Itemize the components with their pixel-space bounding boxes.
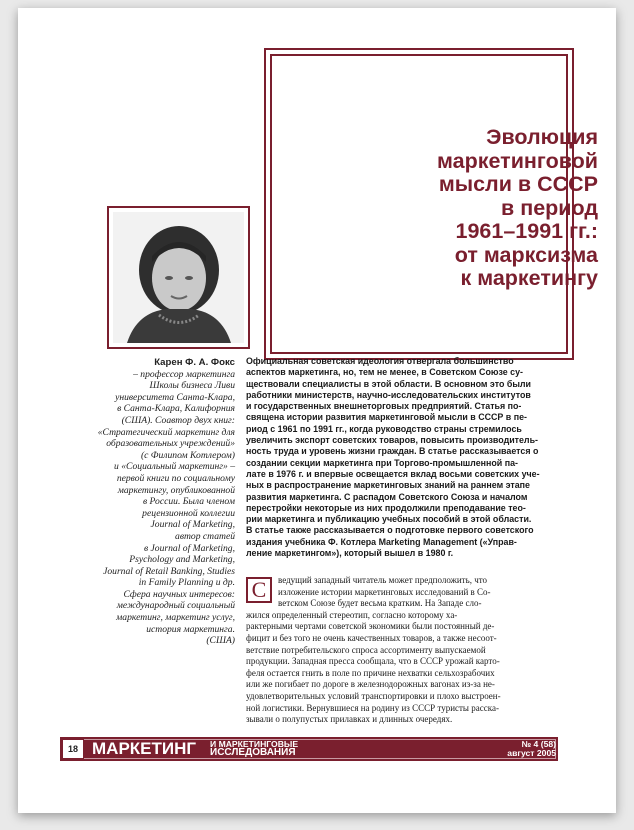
author-bio-line: (США) (206, 635, 235, 647)
lead-line: работники министерств, научно-исследовательских институтов (246, 389, 531, 400)
lead-line: ление маркетингом»), который вышел в 1980 г. (246, 548, 454, 559)
author-bio-line: история маркетинга. (146, 623, 235, 635)
title-line: маркетинговой (437, 148, 598, 173)
author-bio-line: (с Филипом Котлером) (140, 449, 235, 461)
body-line: ведущий западный читатель может предположить, что (278, 575, 488, 585)
magazine-logo: МАРКЕТИНГ (92, 739, 197, 758)
author-photo-frame (107, 206, 250, 349)
author-bio-line: in Family Planning и др. (138, 577, 235, 589)
issue-info (507, 740, 556, 758)
lead-line: увеличить экспорт советских товаров, повысить производитель- (246, 435, 538, 446)
title-line: от марксизма (454, 242, 598, 267)
lead-line: ность труда и уровень жизни граждан. В статье рассказывается о (246, 446, 539, 457)
body-line: рактерными чертами советской экономики были постоянный де- (246, 621, 495, 632)
title-line: Эволюция (486, 125, 598, 149)
author-bio-line: рецензионной коллегии (142, 507, 235, 519)
author-bio-line: в России. Была членом (142, 496, 235, 508)
lead-line: риод с 1961 по 1991 гг., когда руководство страны стремилось (246, 423, 522, 434)
lead-line: лате в 1976 г. и впервые освещается вклад восьми советских уче- (246, 468, 540, 479)
lead-line: священа истории развития маркетинговой мысли в СССР в пе- (246, 412, 527, 423)
body-line: продукции. Западная пресса сообщала, что в СССР урожай карто- (246, 656, 500, 667)
title-line: в период (501, 195, 598, 220)
body-line: фицит и без того не очень качественных товаров, а также несоот- (246, 632, 497, 643)
article-body (246, 575, 558, 726)
lead-line: аспектов маркетинга, но, тем не менее, в Советском Союзе су- (246, 367, 523, 378)
author-bio-line: в Санта-Клара, Калифорния (117, 403, 235, 415)
issue-date: август 2005 (507, 748, 556, 758)
issue-number: № 4 (58) (521, 739, 556, 749)
author-bio-line: Psychology and Marketing, (129, 554, 235, 566)
body-line: ветствие потребительского спроса ассортименту выпускаемой (246, 644, 486, 655)
body-line: или же погибает по дороге в железнодорожных вагонах из-за не- (246, 679, 495, 690)
article-title (437, 126, 598, 291)
lead-line: рии маркетинга и публикацию учебных пособий в этой области. (246, 514, 532, 525)
author-bio-line: маркетингу, опубликованной (117, 484, 235, 496)
author-photo (113, 212, 244, 343)
author-bio-line: в Journal of Marketing, (143, 542, 235, 554)
title-line: мысли в СССР (438, 172, 598, 196)
body-line: зывали о полупустых прилавках и длинных очередях. (246, 714, 453, 725)
author-name: Карен Ф. А. Фокс (154, 357, 235, 368)
author-bio-line: первой книги по социальному (116, 472, 235, 484)
body-line: ной логистики. Вернувшиеся на родину из СССР туристы расска- (246, 702, 499, 713)
title-line: к маркетингу (460, 266, 598, 290)
page-number: 18 (62, 739, 84, 759)
author-bio-line: и «Социальный маркетинг» – (114, 461, 235, 473)
drop-cap-letter: С (251, 577, 267, 602)
author-bio-line: (США). Соавтор двух книг: (121, 414, 235, 426)
lead-line: создании секции маркетинга при Торгово-промышленной па- (246, 457, 518, 468)
article-lead (246, 356, 558, 559)
body-line: ветском Союзе будет весьма кратким. На Западе сло- (278, 598, 482, 609)
author-bio-line: Сфера научных интересов: (123, 588, 235, 600)
lead-line: ных в распространение маркетинговых знаний на раннем этапе (246, 480, 530, 491)
lead-line: В статье также рассказывается о подготовке первого советского (246, 525, 534, 536)
lead-line: издания учебника Ф. Котлера Marketing Management («Управ- (246, 536, 517, 547)
lead-line: перестройки некоторые из них продолжили преподавание тео- (246, 502, 526, 513)
magazine-subtitle-line-2: ИССЛЕДОВАНИЯ (210, 747, 296, 759)
author-bio-line: – профессор маркетинга (133, 368, 235, 380)
lead-line: ществовали специалисты в этой области. В основном это были (246, 378, 531, 389)
author-portrait-image (113, 212, 244, 343)
lead-line: и государственных внешнеторговых предприятий. Статья по- (246, 401, 522, 412)
body-line: феля остается гнить в поле по причине нехватки сельхозрабочих (246, 667, 495, 678)
author-bio-line: «Стратегический маркетинг для (97, 426, 235, 438)
author-bio-line: Journal of Retail Banking, Studies (103, 565, 235, 577)
lead-line: развития маркетинга. С распадом Советского Союза и началом (246, 491, 528, 502)
author-bio-line: международный социальный (116, 600, 235, 612)
author-bio-line: маркетинг, маркетинг услуг, (116, 612, 235, 624)
author-bio-line: университета Санта-Клара, (115, 391, 235, 403)
body-line: удовлетворительных условий транспортировки и плохо выстроен- (246, 690, 501, 701)
author-bio-line: Школы бизнеса Ливи (149, 380, 235, 392)
title-line: 1961–1991 гг.: (455, 219, 598, 243)
magazine-logo-subtitle (210, 740, 298, 758)
author-bio-line: автор статей (175, 530, 235, 542)
body-line: жился определенный стереотип, согласно которому ха- (246, 609, 458, 620)
body-line: изложение истории маркетинговых исследований в Со- (278, 586, 491, 597)
author-bio-line: образовательных учреждений» (106, 438, 235, 450)
author-bio (70, 357, 235, 647)
lead-line: Официальная советская идеология отвергала большинство (246, 356, 514, 366)
author-bio-line: Journal of Marketing, (150, 519, 235, 531)
magazine-subtitle-line-1: И МАРКЕТИНГОВЫЕ (210, 739, 299, 749)
